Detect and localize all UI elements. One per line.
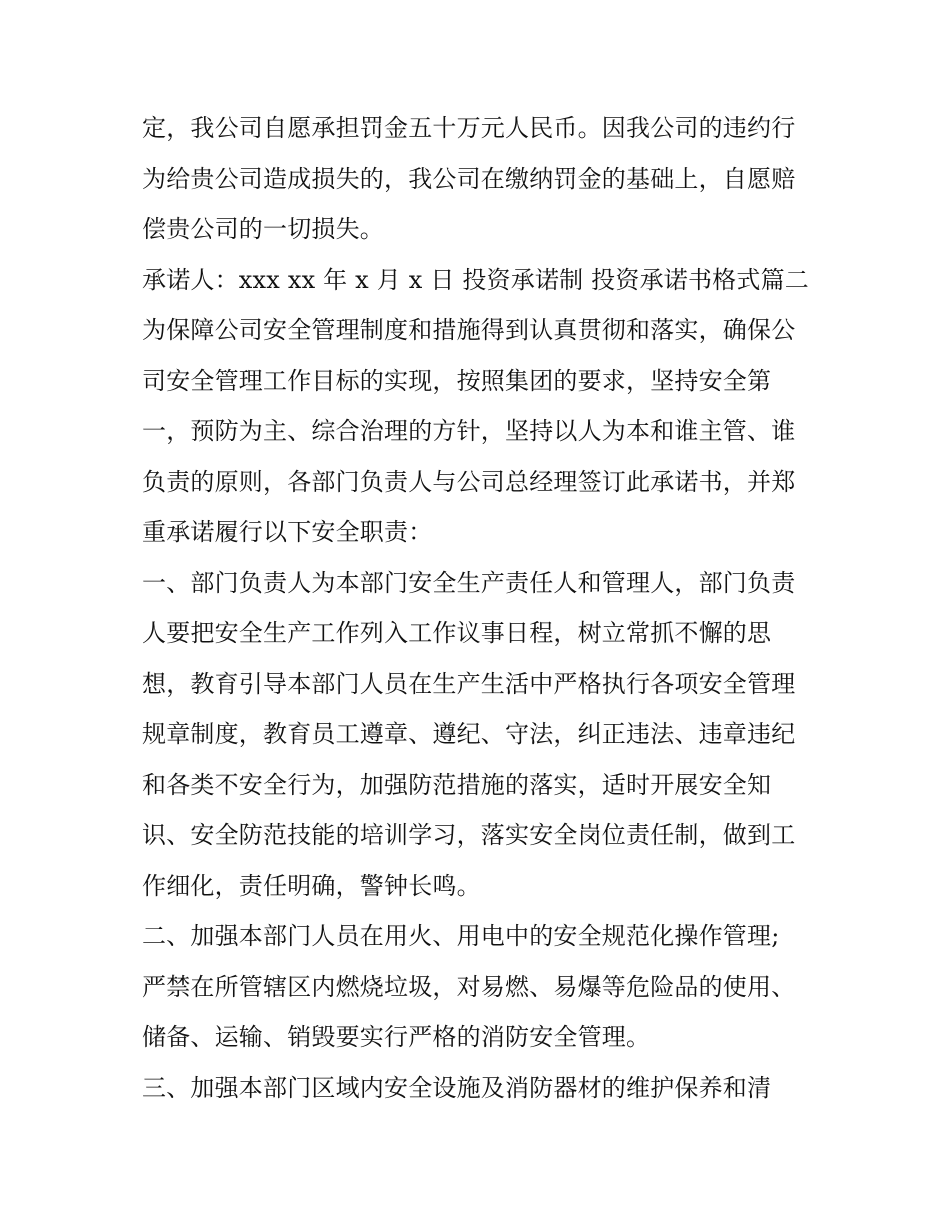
text-line: 负责的原则，各部门负责人与公司总经理签订此承诺书，并郑 — [142, 467, 796, 496]
text-line: 和各类不安全行为，加强防范措施的落实，适时开展安全知 — [142, 770, 772, 799]
text-line: 偿贵公司的一切损失。 — [142, 215, 384, 243]
text-line: 想，教育引导本部门人员在生产生活中严格执行各项安全管理 — [142, 669, 796, 698]
text-line: 为给贵公司造成损失的，我公司在缴纳罚金的基础上，自愿赔 — [142, 164, 796, 193]
text-line: 三、加强本部门区域内安全设施及消防器材的维护保养和清 — [142, 1073, 772, 1102]
text-line: 一，预防为主、综合治理的方针，坚持以人为本和谁主管、谁 — [142, 417, 796, 445]
text-line: 一、部门负责人为本部门安全生产责任人和管理人，部门负责 — [142, 568, 796, 597]
text-line: 储备、运输、销毁要实行严格的消防安全管理。 — [142, 1023, 651, 1051]
text-line: 重承诺履行以下安全职责： — [142, 518, 433, 546]
signature-line: 承诺人：xxx xx 年 x 月 x 日 投资承诺制 投资承诺书格式篇二 — [142, 265, 809, 294]
text-line: 作细化，责任明确，警钟长鸣。 — [142, 871, 481, 900]
text-line: 识、安全防范技能的培训学习，落实安全岗位责任制，做到工 — [142, 821, 796, 849]
text-line: 规章制度，教育员工遵章、遵纪、守法，纠正违法、违章违纪 — [142, 720, 796, 748]
text-line: 司安全管理工作目标的实现，按照集团的要求，坚持安全第 — [142, 366, 772, 395]
text-line: 为保障公司安全管理制度和措施得到认真贯彻和落实，确保公 — [142, 316, 796, 344]
text-line: 定，我公司自愿承担罚金五十万元人民币。因我公司的违约行 — [142, 114, 796, 142]
text-line: 人要把安全生产工作列入工作议事日程，树立常抓不懈的思 — [142, 619, 772, 647]
text-line: 二、加强本部门人员在用火、用电中的安全规范化操作管理; — [142, 922, 780, 950]
text-line: 严禁在所管辖区内燃烧垃圾，对易燃、易爆等危险品的使用、 — [142, 972, 796, 1001]
document-body — [142, 103, 812, 1113]
